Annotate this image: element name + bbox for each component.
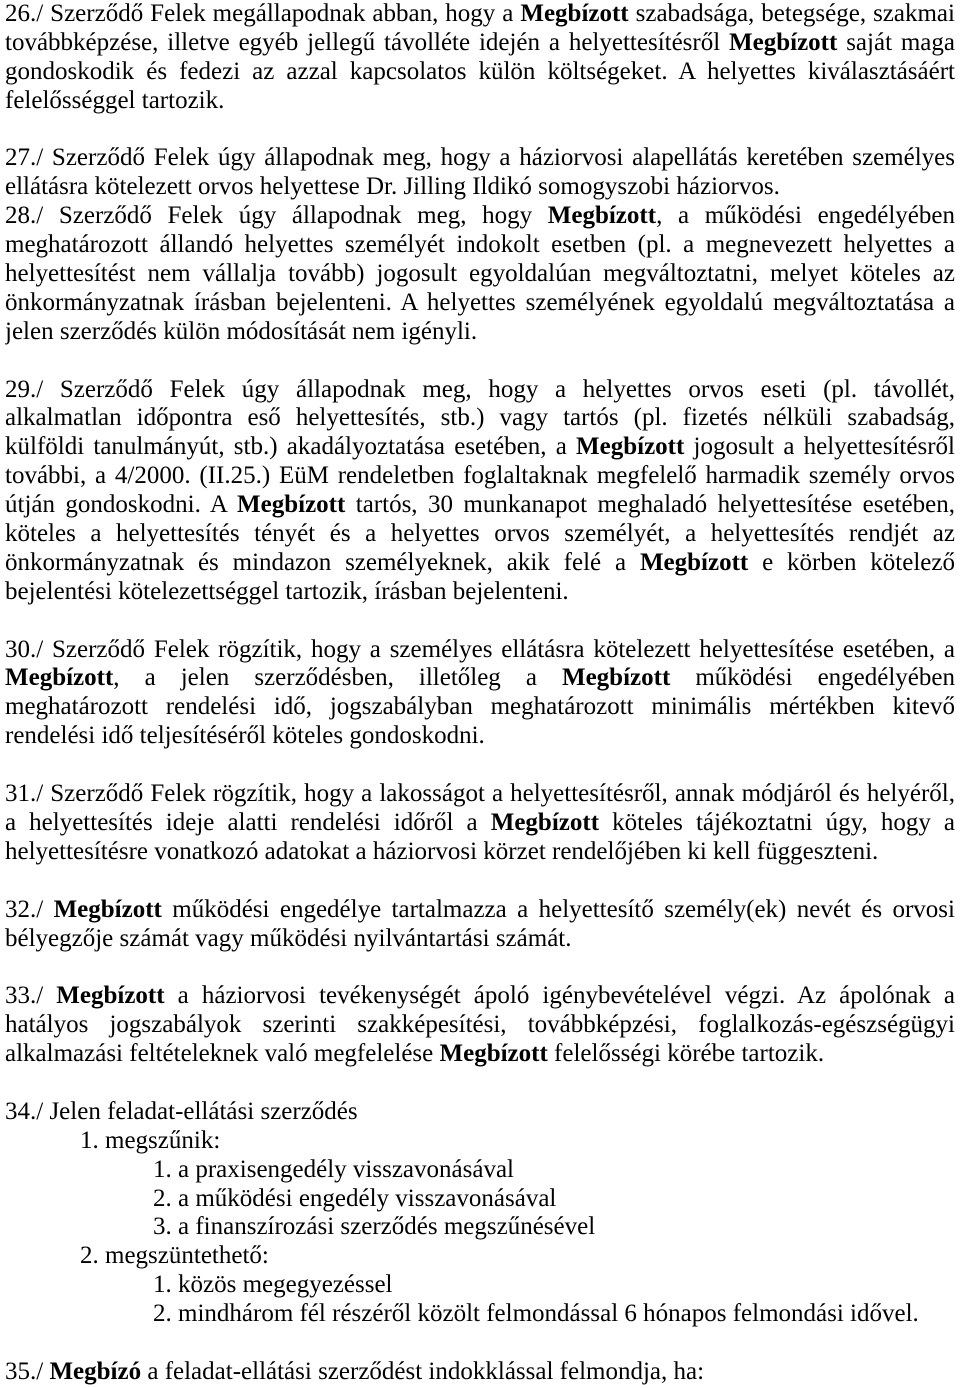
text-run: felelősséggel tartozik. xyxy=(5,86,225,114)
text-run: jogosult a helyettesítésről xyxy=(684,433,955,461)
text-line xyxy=(5,1011,955,1040)
clause-30 xyxy=(5,636,955,752)
list-item: 2. megszüntethető: xyxy=(80,1242,269,1270)
text-line xyxy=(5,982,955,1011)
clause-33 xyxy=(5,982,955,1069)
text-run: 30./ Szerződő Felek rögzítik, hogy a személyes ellátásra kötelezett helyettesítése esetében, a xyxy=(5,635,955,663)
text-run: 27./ Szerződő Felek úgy állapodnak meg, hogy a háziorvosi alapellátás keretében személyes xyxy=(5,144,955,172)
sub-list-item: 1. a praxisengedély visszavonásával xyxy=(153,1155,514,1183)
bold-term: Megbízott xyxy=(237,491,346,519)
text-run: , a működési engedélyében xyxy=(656,202,955,230)
text-line xyxy=(5,433,955,462)
bold-term: Megbízott xyxy=(561,664,671,692)
text-run: a feladat-ellátási szerződést indokklással felmondja, ha: xyxy=(141,1357,705,1385)
text-line xyxy=(5,376,955,405)
text-run: szabadsága, betegsége, szakmai xyxy=(628,0,955,27)
text-line xyxy=(5,896,955,925)
text-line xyxy=(5,462,955,491)
bold-term: Megbízott xyxy=(56,982,165,1010)
text-run: helyettesítésre vonatkozó adatokat a háziorvosi körzet rendelőjében ki kell függeszteni. xyxy=(5,837,879,865)
text-line xyxy=(5,29,955,58)
text-run: 32./ xyxy=(5,895,54,923)
clause-27 xyxy=(5,144,955,202)
bold-term: Megbízott xyxy=(639,548,749,576)
bold-term: Megbízott xyxy=(547,202,657,230)
text-run: önkormányzatnak írásban bejelenteni. A helyettes személyének egyoldalú megváltoztatása a xyxy=(5,288,955,316)
text-line xyxy=(5,260,955,289)
bold-term: Megbízott xyxy=(5,664,114,692)
text-line xyxy=(5,780,955,809)
text-line xyxy=(5,1358,955,1387)
bold-term: Megbízott xyxy=(439,1040,548,1068)
clause-31 xyxy=(5,780,955,867)
text-line xyxy=(5,144,955,173)
clause-32 xyxy=(5,896,955,954)
text-run: köteles a helyettesítés tényét és a helyettes orvos személyét, a helyettesítés rendjét az xyxy=(5,520,955,548)
text-run: 34./ Jelen feladat-ellátási szerződés xyxy=(5,1097,358,1125)
list-item: 1. megszűnik: xyxy=(80,1126,221,1154)
text-run: , a jelen szerződésben, illetőleg a xyxy=(113,664,562,692)
text-run: a háziorvosi tevékenységét ápoló igénybevételével végzi. Az ápolónak a xyxy=(164,982,955,1010)
contract-text xyxy=(5,0,955,1387)
text-run: működési engedélyében xyxy=(670,664,955,692)
text-run: gondoskodik és fedezi az azzal kapcsolatos külön költségeket. A helyettes kiválasztásáért xyxy=(5,57,955,85)
bold-term: Megbízó xyxy=(49,1357,142,1385)
text-line xyxy=(5,0,955,29)
text-run: további, a 4/2000. (II.25.) EüM rendeletben foglaltaknak megfelelő harmadik személy orvos xyxy=(5,462,955,490)
text-run: 33./ xyxy=(5,982,57,1010)
text-run: alkalmazási feltételeknek való megfelelése xyxy=(5,1040,440,1068)
text-line xyxy=(5,809,955,838)
text-run: alkalmatlan időpontra eső helyettesítés, stb.) vagy tartós (pl. fizetés nélküli szabadság, xyxy=(5,404,955,432)
bold-term: Megbízott xyxy=(576,433,685,461)
text-line xyxy=(5,58,955,87)
text-run: meghatározott állandó helyettes személyét indokolt esetben (pl. a megnevezett helyettes a xyxy=(5,231,955,259)
text-line xyxy=(5,173,955,202)
text-line xyxy=(5,1098,955,1127)
text-line xyxy=(5,231,955,260)
text-line xyxy=(5,1040,955,1069)
text-line xyxy=(5,289,955,318)
text-run: e körben kötelező xyxy=(748,548,955,576)
text-run: 35./ xyxy=(5,1357,50,1385)
text-line xyxy=(5,87,955,116)
clause-29 xyxy=(5,376,955,607)
text-run: felelősségi körébe tartozik. xyxy=(547,1040,825,1068)
text-run: jelen szerződés külön módosítását nem igényli. xyxy=(5,317,478,345)
text-run: 28./ Szerződő Felek úgy állapodnak meg, hogy xyxy=(5,202,548,230)
text-line xyxy=(5,520,955,549)
text-run: bélyegzője számát vagy működési nyilvántartási számát. xyxy=(5,924,572,952)
text-run: önkormányzatnak és mindazon személyeknek, akik felé a xyxy=(5,548,640,576)
text-line xyxy=(5,693,955,722)
text-line xyxy=(5,578,955,607)
sub-list-item: 2. mindhárom fél részéről közölt felmondással 6 hónapos felmondási idővel. xyxy=(153,1300,919,1328)
text-line xyxy=(5,318,955,347)
text-run: hatályos jogszabályok szerinti szakképesítési, továbbképzési, foglalkozás-egészségügyi xyxy=(5,1011,955,1039)
text-run: helyettesítést nem vállalja tovább) jogosult egyoldalúan megváltoztatni, melyet köteles az xyxy=(5,260,955,288)
text-run: saját maga xyxy=(837,28,955,56)
text-line xyxy=(5,925,955,954)
text-line xyxy=(5,549,955,578)
text-line xyxy=(5,404,955,433)
text-run: külföldi tanulmányút, stb.) akadályoztatása esetében, a xyxy=(5,433,577,461)
bold-term: Megbízott xyxy=(53,895,162,923)
text-line xyxy=(5,664,955,693)
text-run: bejelentési kötelezettséggel tartozik, írásban bejelenteni. xyxy=(5,577,569,605)
text-run: működési engedélye tartalmazza a helyettesítő személy(ek) nevét és orvosi xyxy=(161,895,955,923)
text-run: köteles tájékoztatni úgy, hogy a xyxy=(599,808,955,836)
text-run: meghatározott rendelési idő, jogszabályban meghatározott minimális mértékben kitevő xyxy=(5,693,955,721)
clause-26 xyxy=(5,0,955,116)
text-run: a helyettesítés ideje alatti rendelési időről a xyxy=(5,808,491,836)
text-run: ellátásra kötelezett orvos helyettese Dr. Jilling Ildikó somogyszobi háziorvos. xyxy=(5,173,780,201)
text-run: 26./ Szerződő Felek megállapodnak abban, hogy a xyxy=(5,0,521,27)
text-line xyxy=(5,838,955,867)
bold-term: Megbízott xyxy=(729,28,838,56)
text-line xyxy=(5,202,955,231)
text-line xyxy=(5,491,955,520)
bold-term: Megbízott xyxy=(490,808,600,836)
clause-28 xyxy=(5,202,955,346)
text-run: útján gondoskodni. A xyxy=(5,491,238,519)
text-run: rendelési idő teljesítéséről köteles gondoskodni. xyxy=(5,722,485,750)
text-run: továbbképzése, illetve egyéb jellegű távolléte idején a helyettesítésről xyxy=(5,28,730,56)
clause-35 xyxy=(5,1358,955,1387)
sub-list-item: 1. közös megegyezéssel xyxy=(153,1271,393,1299)
text-line xyxy=(5,722,955,751)
text-run: 31./ Szerződő Felek rögzítik, hogy a lakosságot a helyettesítésről, annak módjáról és helyéről, xyxy=(5,780,955,808)
sub-list-item: 2. a működési engedély visszavonásával xyxy=(153,1184,557,1212)
sub-list-item: 3. a finanszírozási szerződés megszűnésével xyxy=(153,1213,596,1241)
text-line xyxy=(5,636,955,665)
text-run: 29./ Szerződő Felek úgy állapodnak meg, hogy a helyettes orvos eseti (pl. távollét, xyxy=(5,375,955,403)
text-run: tartós, 30 munkanapot meghaladó helyettesítése esetében, xyxy=(345,491,955,519)
bold-term: Megbízott xyxy=(520,0,629,27)
clause-34 xyxy=(5,1098,955,1329)
